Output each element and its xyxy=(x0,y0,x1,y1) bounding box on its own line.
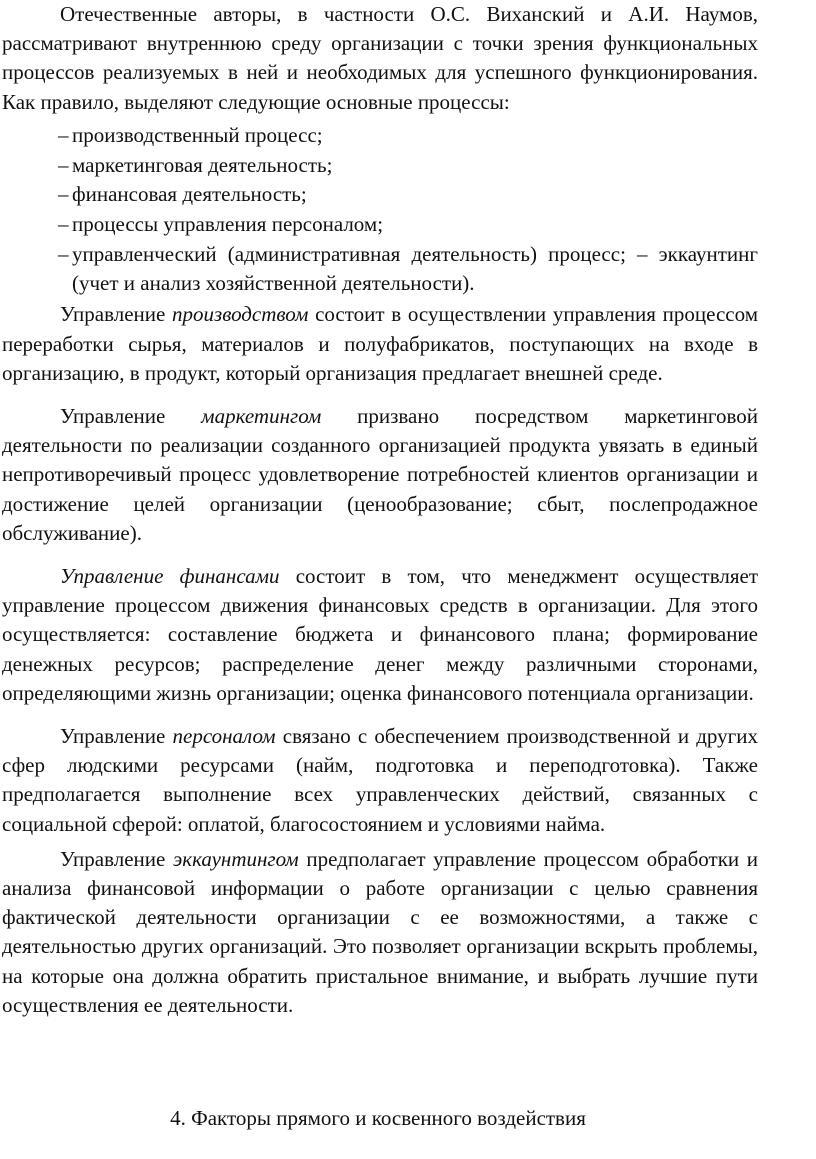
paragraph-term: производством xyxy=(172,302,309,327)
process-item: – управленческий (административная деятельность) процесс; – эккаунтинг (учет и анализ хозяйственной деятельности). xyxy=(58,240,758,298)
paragraph-term: маркетингом xyxy=(201,404,322,429)
section-heading: 4. Факторы прямого и косвенного воздействия xyxy=(170,1106,586,1130)
paragraph-term: эккаунтингом xyxy=(172,846,299,871)
marketing-paragraph xyxy=(2,402,758,548)
process-item: – финансовая деятельность; xyxy=(58,180,758,209)
accounting-paragraph xyxy=(2,845,758,1020)
intro-paragraph: Отечественные авторы, в частности О.С. Виханский и А.И. Наумов, рассматривают внутреннюю среду организации с точки зрения функциональных процессов реализуемых в ней и необходимых для успешного функционирования. Как правило, выделяют следующие основные процессы: xyxy=(2,2,758,114)
paragraph-lead: Управление xyxy=(60,404,166,429)
paragraph-lead: Управление xyxy=(60,302,166,327)
paragraph-lead: Управление xyxy=(60,724,166,749)
paragraph-term: персоналом xyxy=(172,724,276,749)
process-item: – маркетинговая деятельность; xyxy=(58,151,758,180)
paragraph-lead: Управление xyxy=(60,846,166,871)
process-list xyxy=(2,121,758,299)
paragraph-text: предполагает управление процессом обработки и анализа финансовой информации о работе организации с целью сравнения фактической деятельности организации с ее возможностями, а также с деятельностью других организаций. Это позволяет организации вскрыть проблемы, на которые она должна обратить пристальное внимание, и выбрать лучшие пути осуществления ее деятельности. xyxy=(2,846,759,1017)
process-item: – процессы управления персоналом; xyxy=(58,210,758,239)
paragraph-text: состоит в осуществлении управления процессом переработки сырья, материалов и полуфабрикатов, поступающих на входе в организацию, в продукт, который организация предлагает внешней среде. xyxy=(2,302,759,385)
paragraph-text: состоит в том, что менеджмент осуществляет управление процессом движения финансовых средств в организации. Для этого осуществляется: составление бюджета и финансового плана; формирование денежных ресурсов; распределение денег между различными сторонами, определяющими жизнь организации; оценка финансового потенциала организации. xyxy=(2,564,758,705)
paragraph-term: Управление финансами xyxy=(60,564,280,589)
finance-paragraph xyxy=(2,562,758,708)
paragraph-text: призвано посредством маркетинговой деятельности по реализации созданного организацией продукта увязать в единый непротиворечивый процесс удовлетворение потребностей клиентов организации и достижение целей организации (ценообразование; сбыт, послепродажное обслуживание). xyxy=(2,404,758,545)
production-paragraph xyxy=(2,300,758,388)
personnel-paragraph xyxy=(2,722,758,839)
process-item: – производственный процесс; xyxy=(58,121,758,150)
paragraph-text: связано с обеспечением производственной и других сфер людскими ресурсами (найм, подготовка и переподготовка). Также предполагается выполнение всех управленческих действий, связанных с социальной сферой: оплатой, благосостоянием и условиями найма. xyxy=(2,724,758,836)
document-page xyxy=(2,0,758,1020)
